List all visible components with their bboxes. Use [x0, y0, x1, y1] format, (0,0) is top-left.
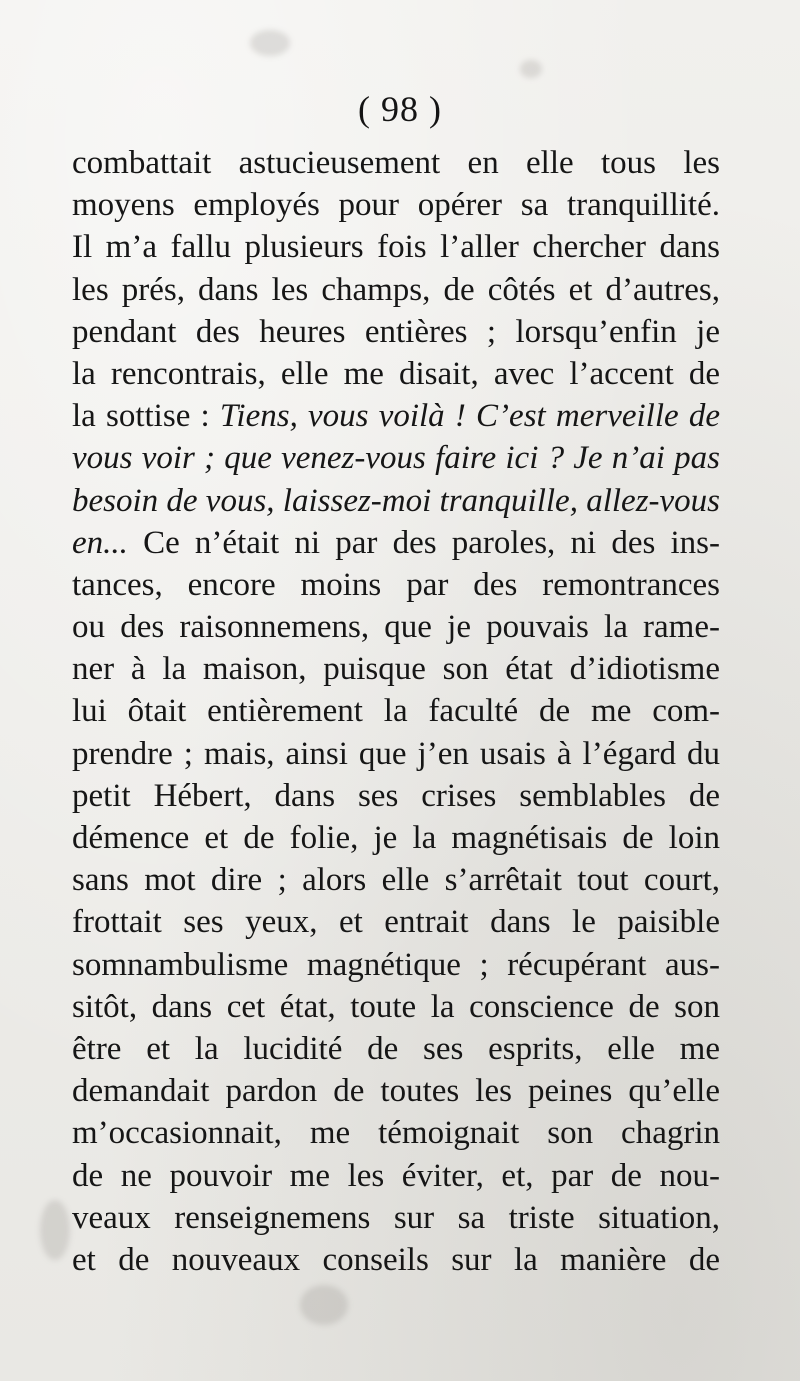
italic-text-segment: Tiens, vous voilà ! C’est merveille de: [219, 398, 720, 435]
text-segment: somnambulisme magnétique ; récupérant aus-: [72, 946, 720, 983]
text-line: [72, 944, 720, 986]
text-line: [72, 311, 720, 353]
text-segment: m’occasionnait, me témoignait son chagrin: [72, 1115, 720, 1152]
italic-text-segment: en...: [72, 524, 128, 561]
paper-stain: [250, 30, 290, 56]
text-segment: et de nouveaux conseils sur la manière de: [72, 1241, 720, 1278]
text-segment: prendre ; mais, ainsi que j’en usais à l’égard du: [72, 735, 720, 772]
text-line: [72, 437, 720, 479]
text-segment: sitôt, dans cet état, toute la conscience de son: [72, 988, 720, 1025]
text-line: [72, 859, 720, 901]
text-line: [72, 1197, 720, 1239]
text-line: [72, 1155, 720, 1197]
text-segment: Ce n’était ni par des paroles, ni des ins-: [127, 524, 720, 561]
text-line: [72, 1070, 720, 1112]
text-line: [72, 606, 720, 648]
paper-stain: [40, 1200, 70, 1260]
text-line: [72, 480, 720, 522]
text-line: [72, 775, 720, 817]
text-segment: tances, encore moins par des remontrances: [72, 566, 720, 603]
text-segment: frottait ses yeux, et entrait dans le paisible: [72, 904, 720, 941]
text-segment: pendant des heures entières ; lorsqu’enfin je: [72, 313, 720, 350]
text-line: [72, 1239, 720, 1281]
text-line: [72, 648, 720, 690]
text-segment: combattait astucieusement en elle tous les: [72, 145, 720, 181]
text-line: [72, 1028, 720, 1070]
text-segment: petit Hébert, dans ses crises semblables de: [72, 777, 720, 814]
italic-text-segment: besoin de vous, laissez-moi tranquille, allez-vous: [72, 482, 720, 519]
text-segment: la rencontrais, elle me disait, avec l’accent de: [72, 355, 720, 392]
text-segment: moyens employés pour opérer sa tranquillité.: [72, 187, 720, 224]
page-number: ( 98 ): [358, 89, 442, 129]
text-segment: ner à la maison, puisque son état d’idiotisme: [72, 651, 720, 688]
text-segment: la sottise :: [72, 398, 220, 435]
text-segment: lui ôtait entièrement la faculté de me com-: [72, 693, 720, 730]
text-segment: demandait pardon de toutes les peines qu’elle: [72, 1073, 720, 1110]
text-line: [72, 226, 720, 268]
text-segment: de ne pouvoir me les éviter, et, par de nou-: [72, 1157, 720, 1194]
text-segment: Il m’a fallu plusieurs fois l’aller chercher dans: [72, 229, 720, 266]
text-segment: les prés, dans les champs, de côtés et d’autres,: [72, 271, 720, 308]
text-line: [72, 184, 720, 226]
text-line: [72, 1112, 720, 1154]
text-line: [72, 395, 720, 437]
text-line: [72, 353, 720, 395]
text-segment: être et la lucidité de ses esprits, elle me: [72, 1030, 720, 1067]
text-line: [72, 817, 720, 859]
text-line: [72, 269, 720, 311]
paper-stain: [520, 60, 542, 78]
text-line: [72, 986, 720, 1028]
text-line: [72, 901, 720, 943]
paper-stain: [300, 1285, 348, 1325]
text-segment: sans mot dire ; alors elle s’arrêtait tout court,: [72, 862, 720, 899]
text-line: [72, 142, 720, 184]
text-line: [72, 733, 720, 775]
text-segment: ou des raisonnemens, que je pouvais la rame-: [72, 609, 720, 646]
text-segment: veaux renseignemens sur sa triste situation,: [72, 1199, 720, 1236]
text-line: [72, 564, 720, 606]
text-line: [72, 522, 720, 564]
text-segment: démence et de folie, je la magnétisais de loin: [72, 820, 720, 856]
body-text: [72, 142, 720, 1281]
italic-text-segment: vous voir ; que venez-vous faire ici ? Je n’ai pas: [72, 440, 720, 477]
text-line: [72, 690, 720, 732]
